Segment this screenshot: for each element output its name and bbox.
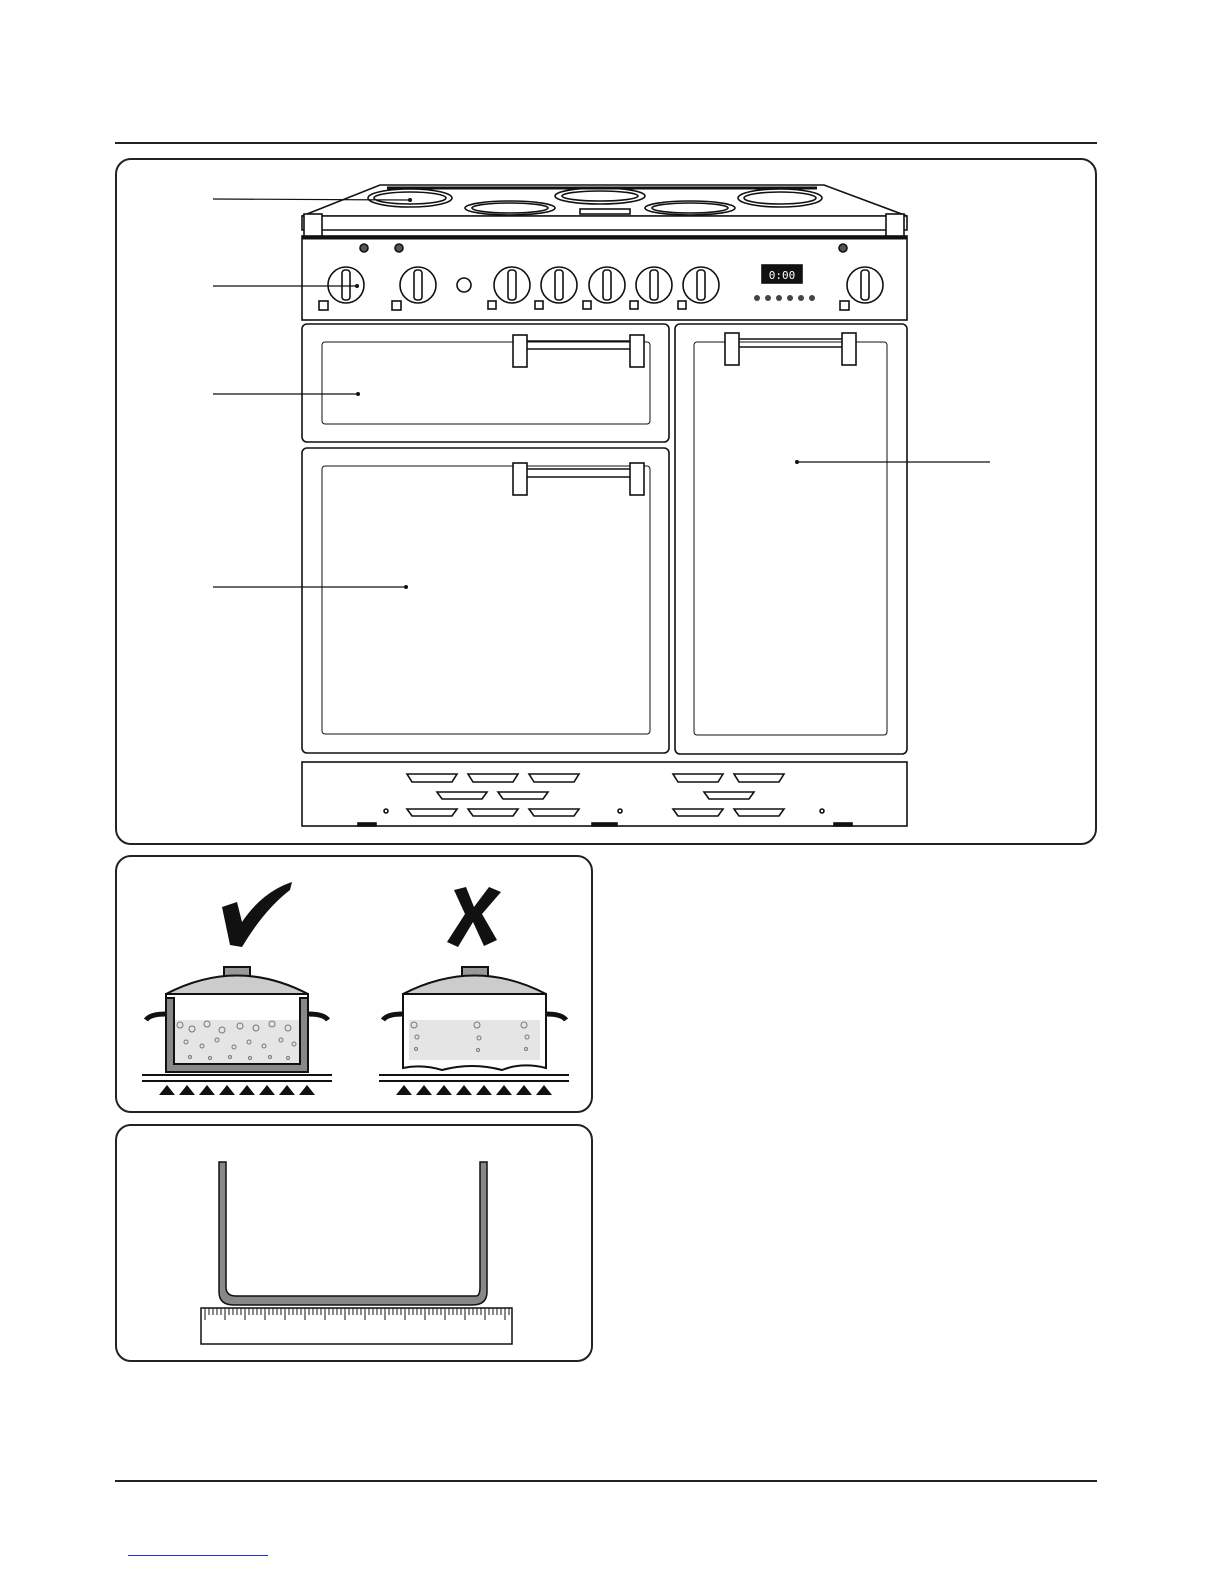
pan-comparison-panel: [115, 855, 593, 1113]
good-pan-icon: [142, 967, 332, 1081]
top-oven-icon: [302, 324, 669, 442]
pan-flatness-illustration: [117, 1126, 595, 1364]
cooker-illustration: [117, 160, 1099, 847]
timer-display: 0:00: [768, 269, 796, 282]
footer-link-underline[interactable]: [128, 1555, 268, 1556]
control-panel: [302, 236, 907, 320]
ruler-icon: [201, 1308, 512, 1344]
right-oven-icon: [675, 324, 907, 754]
bottom-rule: [115, 1480, 1097, 1482]
pan-flatness-panel: [115, 1124, 593, 1362]
pan-cross-section-icon: [219, 1162, 487, 1305]
cooker-figure-panel: [115, 158, 1097, 845]
pan-comparison-illustration: [117, 857, 595, 1115]
check-mark-icon: [222, 882, 292, 947]
storage-drawer: [302, 762, 907, 826]
main-oven-icon: [302, 448, 669, 753]
cross-mark-icon: [447, 887, 501, 947]
top-rule: [115, 142, 1097, 144]
